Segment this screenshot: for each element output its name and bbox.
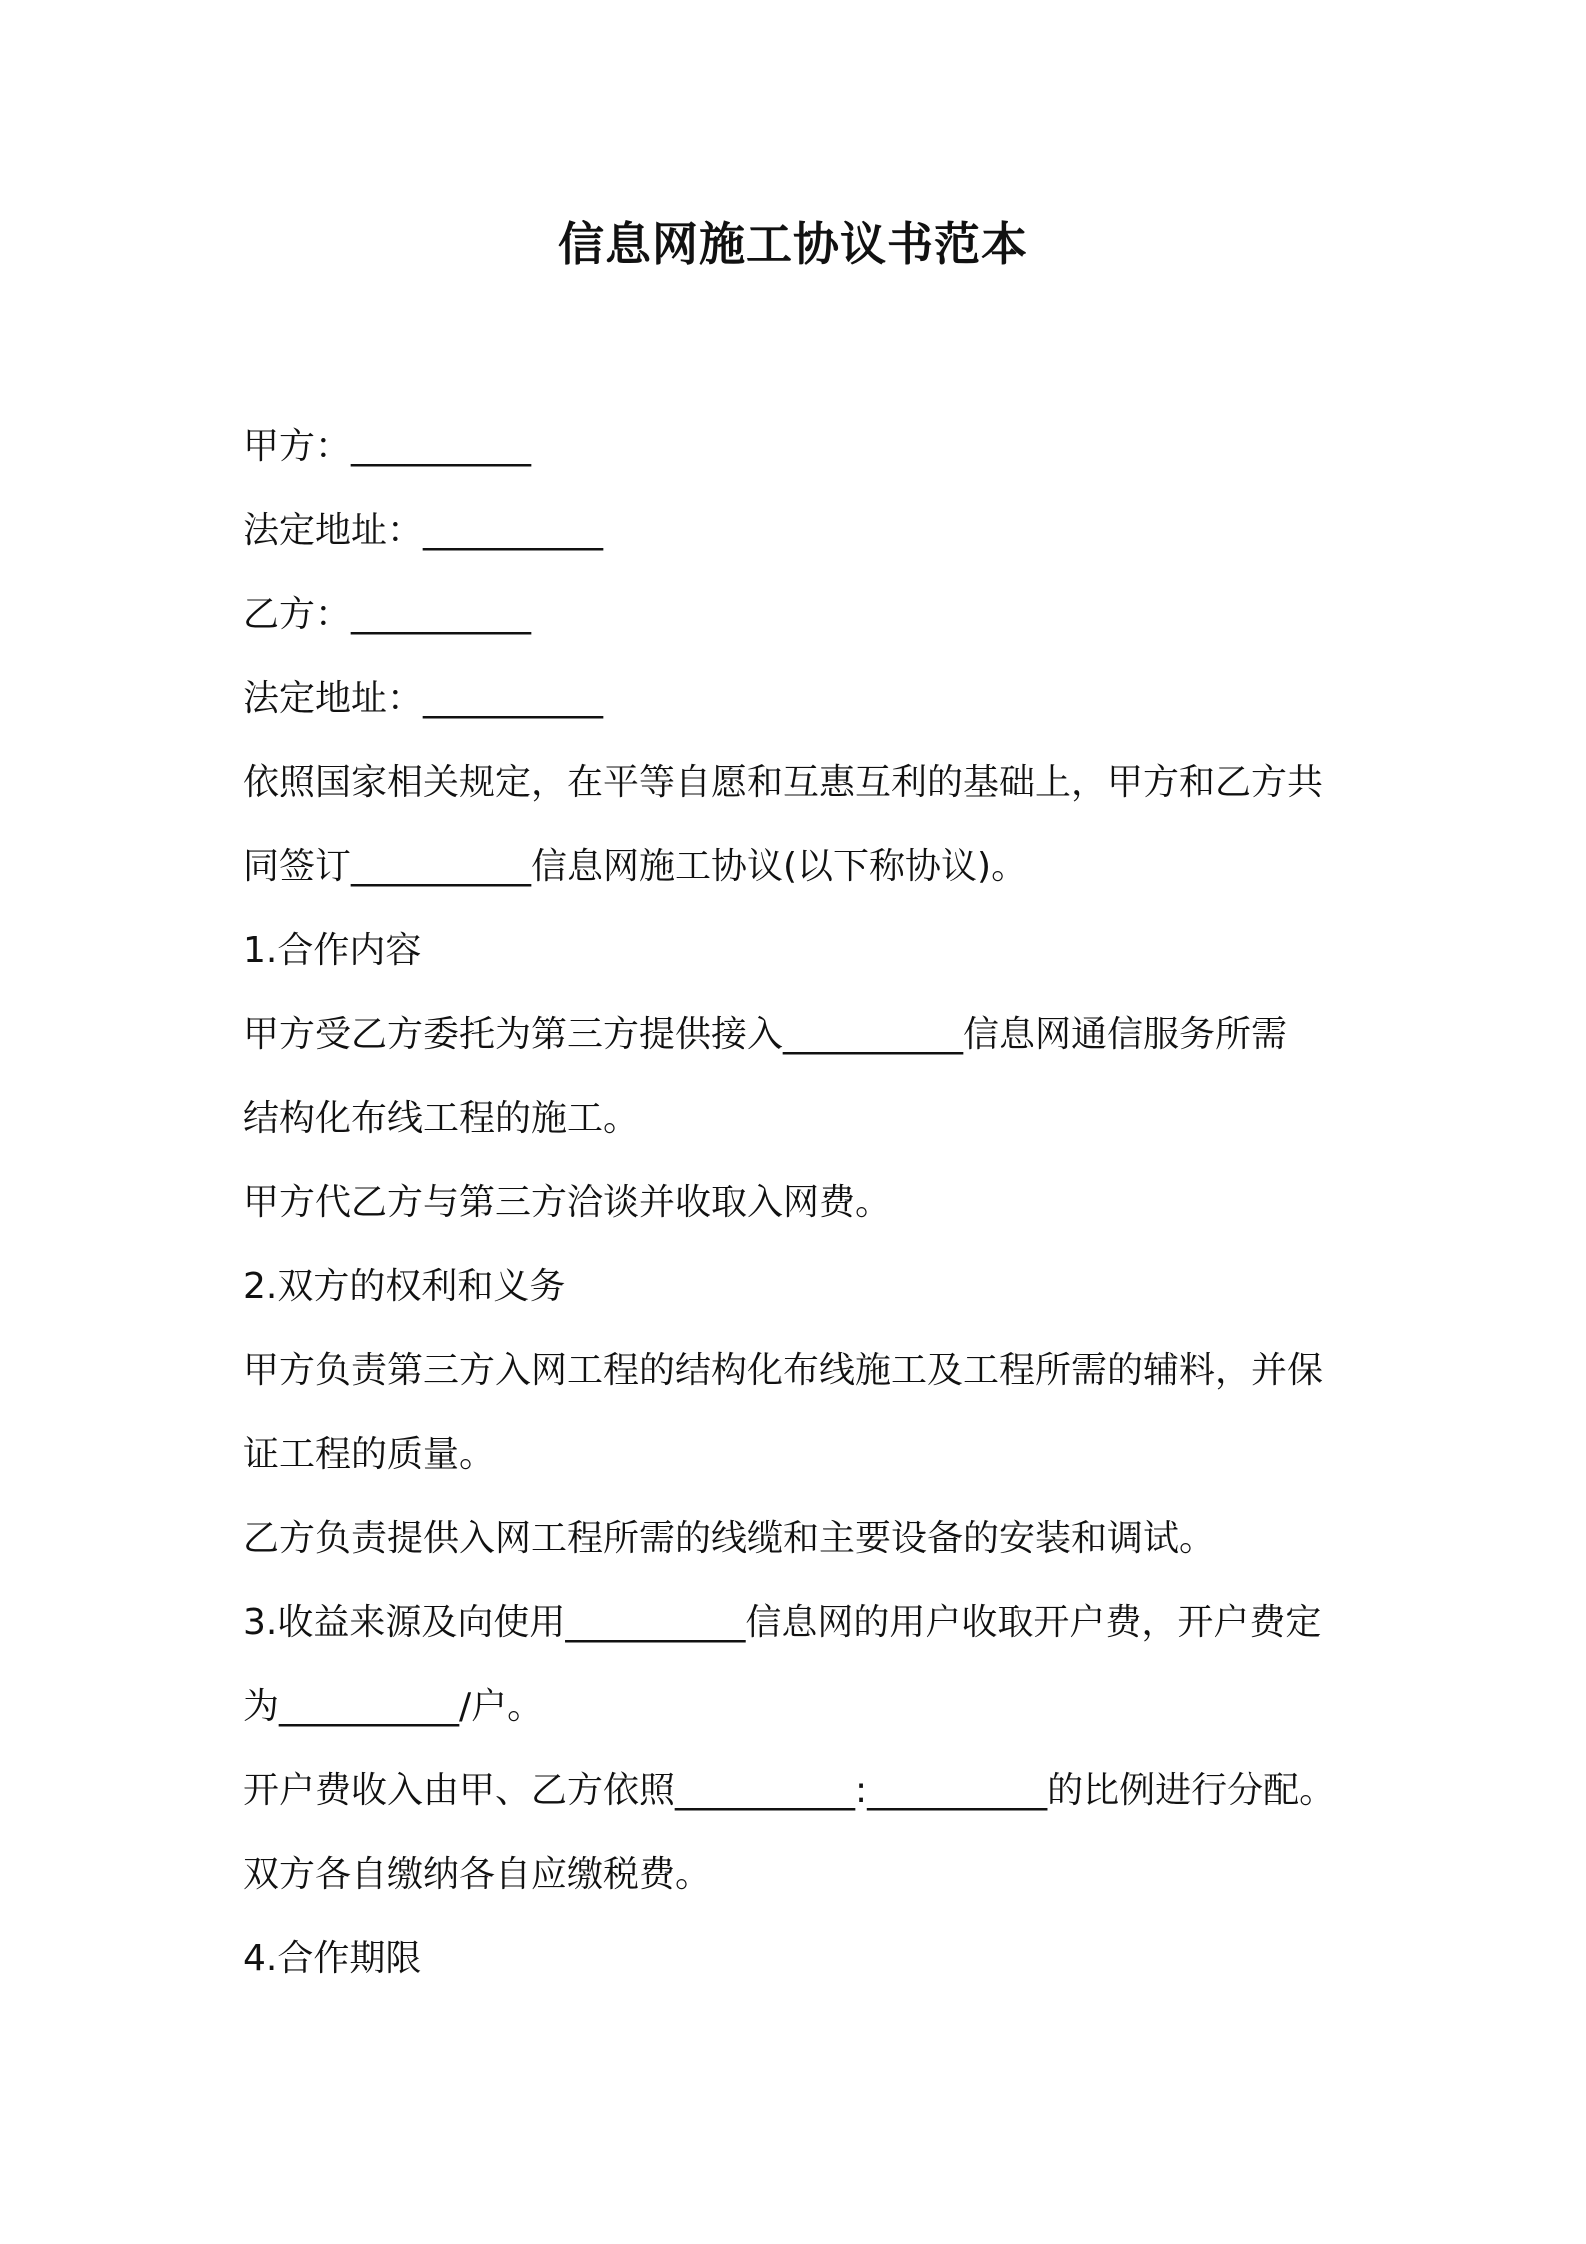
paragraph-line: 甲方负责第三方入网工程的结构化布线施工及工程所需的辅料，并保 [243,1350,1324,1391]
paragraph-line: 甲方代乙方与第三方洽谈并收取入网费。 [243,1182,892,1223]
document-title: 信息网施工协议书范本 [558,217,1028,271]
preamble-line: 依照国家相关规定，在平等自愿和互惠互利的基础上，甲方和乙方共 [243,762,1324,803]
preamble-line: 同签订__________信息网施工协议(以下称协议)。 [243,846,1028,887]
section-heading: 3.收益来源及向使用__________信息网的用户收取开户费，开户费定 [243,1602,1322,1643]
paragraph-line: 双方各自缴纳各自应缴税费。 [243,1854,712,1895]
paragraph-line: 为__________/户。 [243,1686,544,1727]
paragraph-line: 证工程的质量。 [243,1434,496,1475]
party-b-line: 乙方：__________ [243,594,532,635]
section-heading: 4.合作期限 [243,1938,422,1979]
document-body [243,405,1363,2001]
party-b-address-line: 法定地址：__________ [243,678,604,719]
paragraph-line: 甲方受乙方委托为第三方提供接入__________信息网通信服务所需 [243,1014,1288,1055]
party-a-address-line: 法定地址：__________ [243,510,604,551]
paragraph-line: 开户费收入由甲、乙方依照__________:__________的比例进行分配。 [243,1770,1336,1811]
section-heading: 2.双方的权利和义务 [243,1266,566,1307]
section-heading: 1.合作内容 [243,930,422,971]
party-a-line: 甲方：__________ [243,426,532,467]
paragraph-line: 乙方负责提供入网工程所需的线缆和主要设备的安装和调试。 [243,1518,1216,1559]
paragraph-line: 结构化布线工程的施工。 [243,1098,640,1139]
